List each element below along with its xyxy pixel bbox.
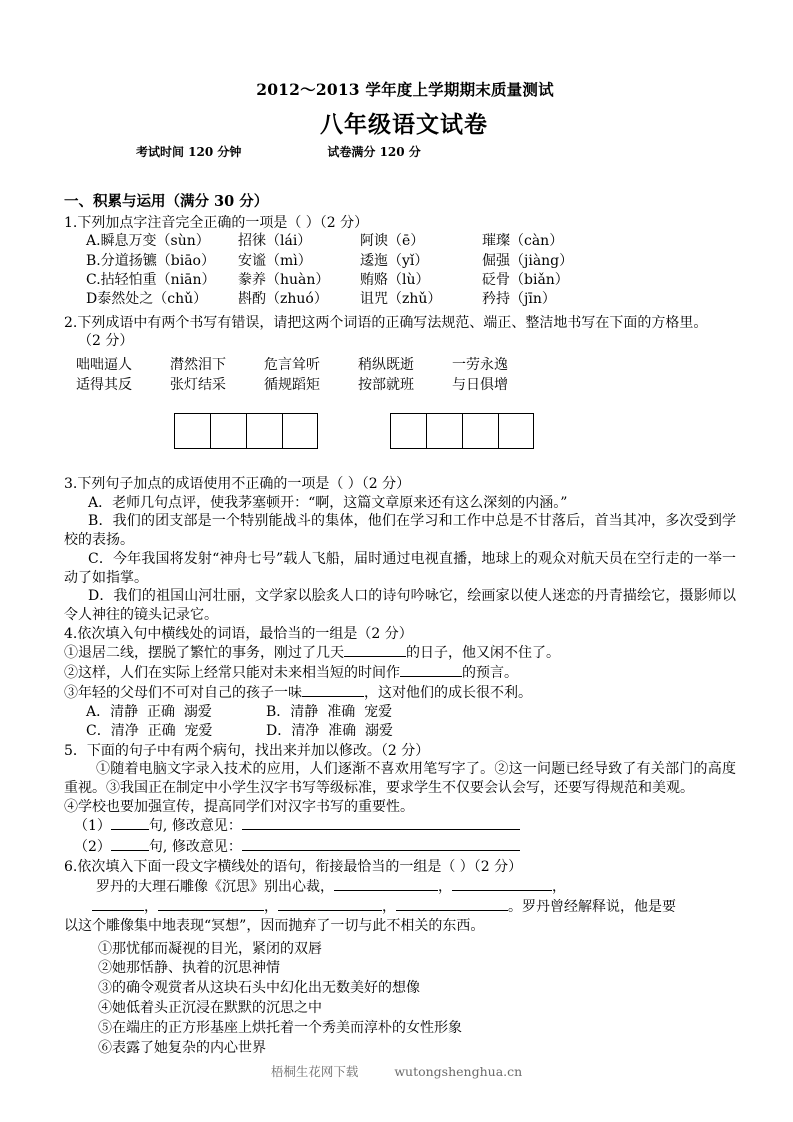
q4-c-label: C．	[86, 723, 111, 740]
q6-body-end: 。罗丹曾经解释说，他是要	[508, 898, 676, 915]
idiom-item: 与日俱增	[452, 376, 508, 393]
question-2-score: （2 分）	[78, 333, 134, 350]
question-4-blank-line-3	[64, 683, 736, 703]
q4-blank1-pre: ①退居二线，摆脱了繁忙的事务，刚过了几天	[64, 645, 344, 662]
idiom-item: 张灯结采	[170, 376, 226, 393]
page-content	[64, 78, 736, 1059]
answer-grid-group-2	[390, 413, 534, 449]
q1-b-item-3: 逶迤（yǐ）	[360, 252, 429, 269]
q4-blank3-post: ，这对他们的成长很不利。	[364, 685, 532, 702]
q4-blank-2[interactable]	[400, 663, 462, 677]
question-3-option-c: C．今年我国将发射“神舟七号”载人飞船，届时通过电视直播，地球上的观众对航天员在空行走的一举一动了如指掌。	[64, 550, 736, 586]
question-3-option-a: A．老师几句点评，使我茅塞顿开：“啊，这篇文章原来还有这么深刻的内涵。”	[88, 494, 568, 511]
q4-blank2-post: 的预言。	[462, 665, 518, 682]
q4-c-text: 清净 正确 宠爱	[110, 723, 213, 740]
q1-b-item-1: 分道扬镳（biāo）	[100, 252, 215, 269]
q5-revision-input-2[interactable]	[242, 837, 520, 851]
question-6-item-1: ①那忧郁而凝视的目光，紧闭的双唇	[98, 940, 322, 957]
question-6-stem: 6.依次填入下面一段文字横线处的语句，衔接最恰当的一组是（ ）（2 分）	[64, 859, 523, 876]
question-3-option-b: B．我们的团支部是一个特别能战斗的集体，他们在学习和工作中总是不甘落后，首当其冲，多次受到学校的表扬。	[64, 513, 736, 549]
question-5-stem: 5．下面的句子中有两个病句，找出来并加以修改。（2 分）	[64, 742, 430, 759]
answer-grid-cell[interactable]	[390, 413, 426, 449]
question-2-idiom-row-2	[64, 375, 736, 395]
question-4-blank-line-1	[64, 643, 736, 663]
q4-d-label: D．	[266, 723, 292, 740]
q6-blank-3[interactable]	[92, 897, 144, 911]
q4-a-text: 清静 正确 溺爱	[110, 704, 212, 721]
q4-blank-3[interactable]	[302, 683, 364, 697]
q6-comma-1: ，	[438, 878, 452, 895]
q5-sentence-number-1[interactable]	[111, 816, 149, 830]
q5-answer2-mid: 句, 修改意见：	[148, 839, 242, 856]
q6-comma-4: ，	[264, 898, 278, 915]
idiom-item: 循规蹈矩	[264, 376, 320, 393]
q1-b-item-2: 安谧（mì）	[238, 252, 312, 269]
q5-revision-input-1[interactable]	[242, 816, 520, 830]
q6-body-pre: 罗丹的大理石雕像《沉思》别出心裁，	[96, 878, 334, 895]
q1-c-item-1: 拈轻怕重（niān）	[100, 272, 216, 289]
answer-grid-cell[interactable]	[498, 413, 534, 449]
page-subtitle: 八年级语文试卷	[320, 111, 488, 138]
question-6-item-4: ④她低着头正沉浸在默默的沉思之中	[98, 1000, 322, 1017]
q6-blank-2[interactable]	[452, 877, 552, 891]
exam-time-label: 考试时间 120 分钟	[136, 145, 242, 159]
question-5-body-1: ①随着电脑文字录入技术的应用，人们逐渐不喜欢用笔写字了。②这一问题已经导致了有关部门的高度重视。③我国正在制定中小学生汉字书写等级标准，要求学生不仅要会认会写，还要写得规范和美观。	[64, 761, 736, 796]
idiom-item: 危言耸听	[264, 356, 320, 373]
idiom-item: 按部就班	[358, 376, 414, 393]
exam-meta	[64, 143, 736, 160]
question-5-answer-line-2	[64, 837, 736, 858]
idiom-item: 咄咄逼人	[76, 356, 132, 373]
question-2-answer-grids	[64, 413, 736, 449]
q5-answer1-mid: 句, 修改意见：	[148, 818, 242, 835]
idiom-item: 适得其反	[76, 376, 132, 393]
answer-grid-cell[interactable]	[174, 413, 210, 449]
q1-d-item-1: 泰然处之（chǔ）	[97, 291, 208, 308]
answer-grid-cell[interactable]	[462, 413, 498, 449]
question-4-options-row-2	[64, 722, 736, 741]
q6-comma-5: ，	[382, 898, 396, 915]
q1-d-item-4: 矜持（jīn）	[482, 291, 556, 308]
q6-blank-1[interactable]	[334, 877, 438, 891]
q1-c-item-2: 豢养（huàn）	[238, 272, 330, 289]
question-6-item-3: ③的确令观赏者从这块石头中幻化出无数美好的想像	[98, 980, 420, 997]
q4-blank2-pre: ②这样，人们在实际上经常只能对未来相当短的时间作	[64, 665, 400, 682]
section-heading-1: 一、积累与运用（满分 30 分）	[64, 193, 269, 210]
q1-a-item-2: 招徕（lái）	[238, 233, 312, 250]
q4-blank1-post: 的日子，他又闲不住了。	[406, 645, 560, 662]
question-1-option-a	[64, 232, 736, 251]
page-title: 2012～2013 学年度上学期期末质量测试	[256, 80, 554, 99]
q1-c-item-4: 砭骨（biǎn）	[482, 272, 569, 289]
question-4-blank-line-2	[64, 663, 736, 683]
question-2-stem: 2.下列成语中有两个书写有错误，请把这两个词语的正确写法规范、端正、整洁地书写在下面的方格里。	[64, 314, 708, 331]
question-6-body-line-2	[64, 897, 736, 917]
question-1-option-d	[64, 290, 736, 309]
question-3-stem: 3.下列句子加点的成语使用不正确的一项是（ ）（2 分）	[64, 476, 411, 493]
question-1-option-b	[64, 252, 736, 271]
question-6-item-5: ⑤在端庄的正方形基座上烘托着一个秀美而淳朴的女性形象	[98, 1020, 462, 1037]
question-6-item-2: ②她那恬静、执着的沉思神情	[98, 960, 280, 977]
q5-answer1-label: （1）	[74, 818, 111, 835]
q1-d-label: D	[86, 291, 98, 308]
question-4-options-row-1	[64, 703, 736, 722]
page-footer	[0, 1062, 793, 1080]
idiom-item: 潸然泪下	[170, 356, 226, 373]
q1-a-item-4: 璀璨（càn）	[482, 233, 564, 250]
q4-a-label: A．	[86, 704, 111, 721]
q1-b-label: B.	[86, 252, 101, 269]
q6-comma-2: ，	[552, 878, 566, 895]
q4-b-label: B．	[266, 704, 291, 721]
question-6-body-line-1	[64, 877, 736, 897]
idiom-item: 一劳永逸	[452, 356, 508, 373]
answer-grid-cell[interactable]	[210, 413, 246, 449]
answer-grid-cell[interactable]	[426, 413, 462, 449]
q1-b-item-4: 倔强（jiàng）	[482, 252, 574, 269]
q6-blank-5[interactable]	[278, 897, 382, 911]
q4-d-text: 清净 准确 溺爱	[291, 723, 394, 740]
question-5-body-2: ④学校也要加强宣传，提高同学们对汉字书写的重要性。	[64, 798, 414, 815]
q5-sentence-number-2[interactable]	[111, 837, 149, 851]
q1-d-item-2: 斟酌（zhuó）	[238, 291, 328, 308]
question-2-idiom-row-1	[64, 355, 736, 375]
question-6-body-line-3: 以这个雕像集中地表现“冥想”，因而抛弃了一切与此不相关的东西。	[64, 917, 485, 934]
question-1-option-c	[64, 271, 736, 290]
q4-b-text: 清静 准确 宠爱	[290, 704, 393, 721]
total-score-label: 试卷满分 120 分	[327, 145, 421, 159]
question-4-stem: 4.依次填入句中横线处的词语，最恰当的一组是（2 分）	[64, 625, 413, 642]
answer-grid-cell[interactable]	[246, 413, 282, 449]
footer-site-name: 梧桐生花网下载	[270, 1064, 359, 1079]
q1-a-item-3: 阿谀（ē）	[360, 233, 425, 250]
q1-a-label: A.	[86, 233, 101, 250]
q4-blank-1[interactable]	[344, 643, 406, 657]
q5-answer2-label: （2）	[74, 839, 111, 856]
answer-grid-group-1	[174, 413, 318, 449]
question-5-answer-line-1	[64, 816, 736, 837]
q6-blank-4[interactable]	[158, 897, 264, 911]
question-3-option-d: D．我们的祖国山河壮丽，文学家以脍炙人口的诗句吟咏它，绘画家以使人迷恋的丹青描绘它，摄影师以令人神往的镜头记录它。	[64, 588, 736, 624]
q1-d-item-3: 诅咒（zhǔ）	[360, 291, 442, 308]
idiom-item: 稍纵既逝	[358, 356, 414, 373]
q6-comma-3: ，	[144, 898, 158, 915]
q1-a-item-1: 瞬息万变（sùn）	[100, 233, 210, 250]
question-1-stem: 1.下列加点字注音完全正确的一项是（ ）（2 分）	[64, 215, 369, 231]
q6-blank-6[interactable]	[396, 897, 508, 911]
q1-c-label: C.	[86, 272, 101, 289]
question-6-item-6: ⑥表露了她复杂的内心世界	[98, 1039, 266, 1056]
answer-grid-cell[interactable]	[282, 413, 318, 449]
q1-c-item-3: 贿赂（lù）	[360, 272, 430, 289]
q4-blank3-pre: ③年轻的父母们不可对自己的孩子一味	[64, 685, 302, 702]
footer-site-url: wutongshenghua.cn	[394, 1064, 523, 1079]
